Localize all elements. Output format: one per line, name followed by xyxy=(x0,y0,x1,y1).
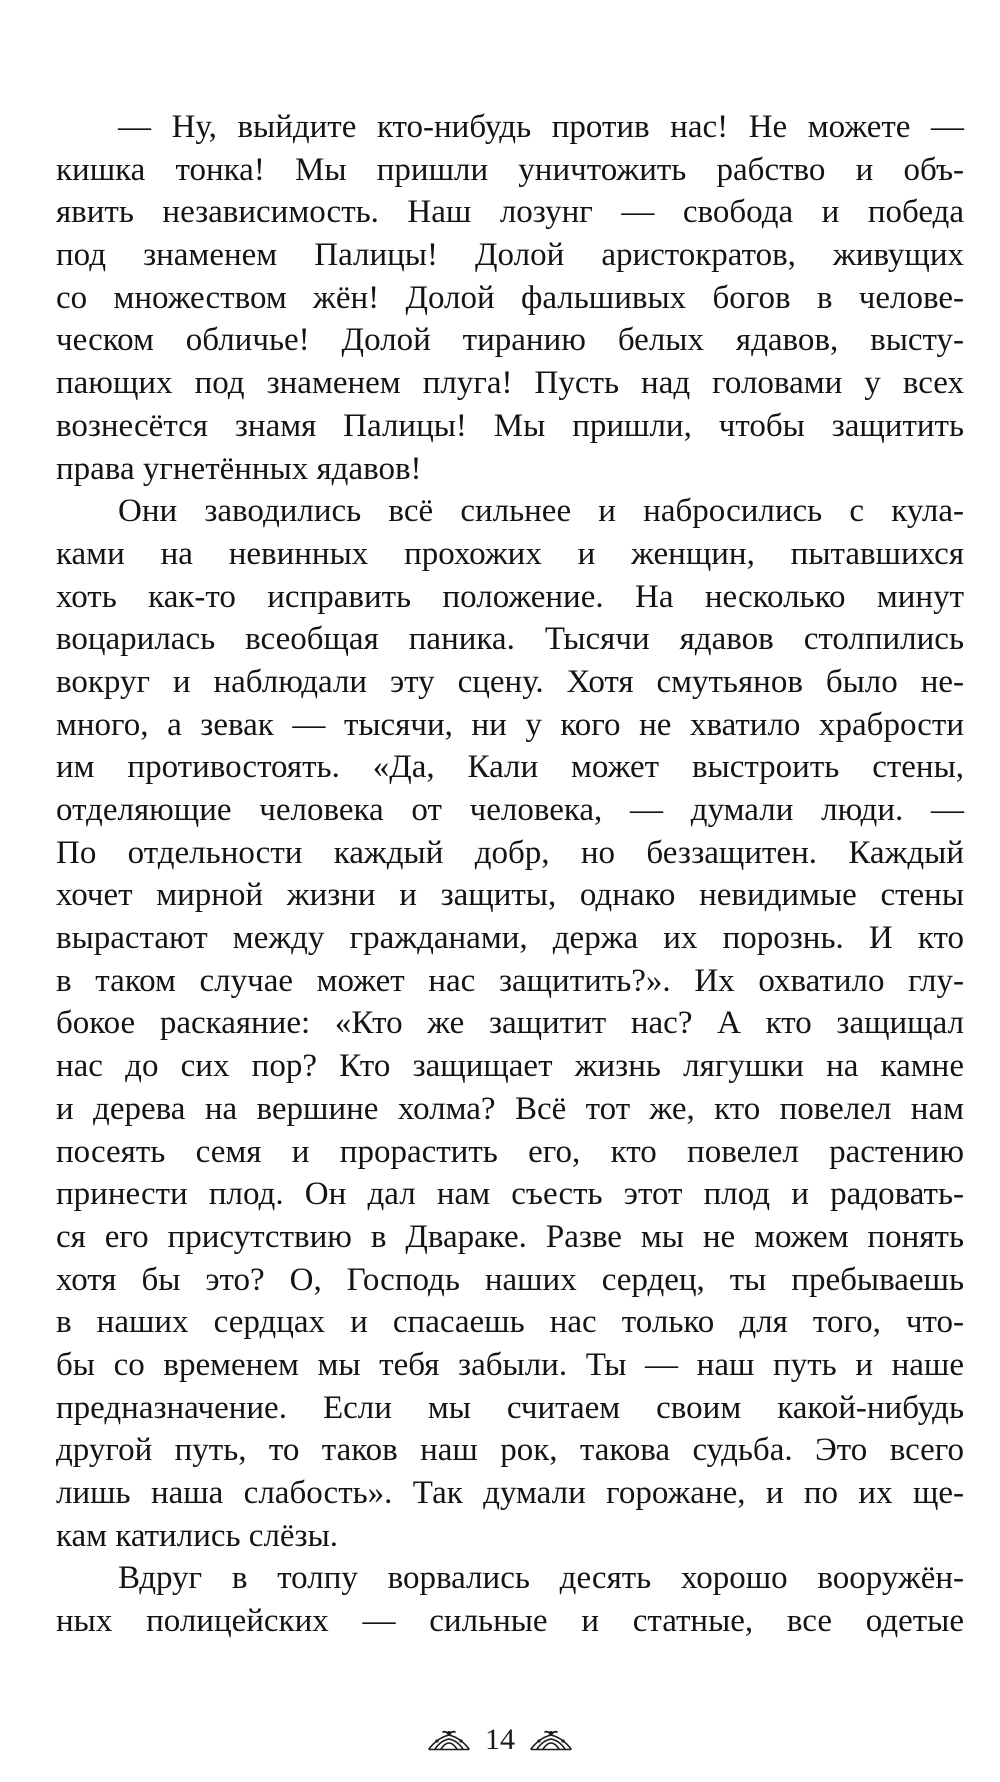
text-line: со множеством жён! Долой фальшивых богов в челове- xyxy=(56,279,964,316)
text-line: отделяющие человека от человека, — думали люди. — xyxy=(56,792,964,828)
body-text xyxy=(56,106,964,1643)
page-footer xyxy=(0,1720,1000,1760)
paragraph-2 xyxy=(56,490,964,1557)
text-line: права угнетённых ядавов! xyxy=(56,450,422,487)
text-line: в наших сердцах и спасаешь нас только для того, что- xyxy=(56,1304,964,1341)
text-line: в таком случае может нас защитить?». Их охватило глу- xyxy=(56,962,964,999)
text-line: бы со временем мы тебя забыли. Ты — наш путь и наше xyxy=(56,1346,964,1383)
text-line: пающих под знаменем плуга! Пусть над головами у всех xyxy=(56,365,964,402)
text-line: По отдельности каждый добр, но беззащитен. Каждый xyxy=(56,834,964,871)
floral-ornament-icon xyxy=(529,1729,573,1751)
text-line: хочет мирной жизни и защиты, однако невидимые стены xyxy=(56,877,964,914)
text-line: посеять семя и прорастить его, кто повелел растению xyxy=(56,1133,964,1170)
text-line: ческом обличье! Долой тиранию белых ядавов, высту- xyxy=(56,322,964,359)
text-line: — Ну, выйдите кто-нибудь против нас! Не можете — xyxy=(118,109,964,145)
text-line: и дерева на вершине холма? Всё тот же, кто повелел нам xyxy=(56,1090,964,1127)
text-line: под знаменем Палицы! Долой аристократов, живущих xyxy=(56,237,964,274)
text-line: кишка тонка! Мы пришли уничтожить рабство и объ- xyxy=(56,151,964,188)
text-line: ных полицейских — сильные и статные, все одетые xyxy=(56,1603,964,1640)
text-line: вознесётся знамя Палицы! Мы пришли, чтобы защитить xyxy=(56,407,964,444)
text-line: другой путь, то таков наш рок, такова судьба. Это всего xyxy=(56,1432,964,1469)
text-line: много, а зевак — тысячи, ни у кого не хватило храбрости xyxy=(56,706,964,743)
text-line: явить независимость. Наш лозунг — свобода и победа xyxy=(56,194,964,231)
text-line: Вдруг в толпу ворвались десять хорошо вооружён- xyxy=(118,1560,964,1597)
text-line: кам катились слёзы. xyxy=(56,1517,339,1554)
page-number: 14 xyxy=(485,1723,515,1756)
text-line: Они заводились всё сильнее и набросились с кула- xyxy=(118,493,964,530)
text-line: воцарилась всеобщая паника. Тысячи ядавов столпились xyxy=(56,621,964,658)
text-line: лишь наша слабость». Так думали горожане, и по их ще- xyxy=(56,1475,964,1511)
floral-ornament-icon xyxy=(427,1729,471,1751)
paragraph-3 xyxy=(56,1557,964,1642)
text-line: принести плод. Он дал нам съесть этот плод и радовать- xyxy=(56,1176,964,1213)
paragraph-1 xyxy=(56,106,964,490)
text-line: хотя бы это? О, Господь наших сердец, ты пребываешь xyxy=(56,1261,964,1298)
text-line: нас до сих пор? Кто защищает жизнь лягушки на камне xyxy=(56,1048,964,1085)
text-line: ками на невинных прохожих и женщин, пытавшихся xyxy=(56,535,964,572)
text-line: хоть как-то исправить положение. На несколько минут xyxy=(56,578,964,615)
text-line: вырастают между гражданами, держа их порознь. И кто xyxy=(56,920,964,957)
text-line: вокруг и наблюдали эту сцену. Хотя смутьянов было не- xyxy=(56,663,964,700)
text-line: предназначение. Если мы считаем своим какой-нибудь xyxy=(56,1389,964,1426)
text-line: бокое раскаяние: «Кто же защитит нас? А кто защищал xyxy=(56,1005,964,1042)
text-line: им противостоять. «Да, Кали может выстроить стены, xyxy=(56,749,964,786)
text-line: ся его присутствию в Двараке. Разве мы не можем понять xyxy=(56,1218,964,1255)
